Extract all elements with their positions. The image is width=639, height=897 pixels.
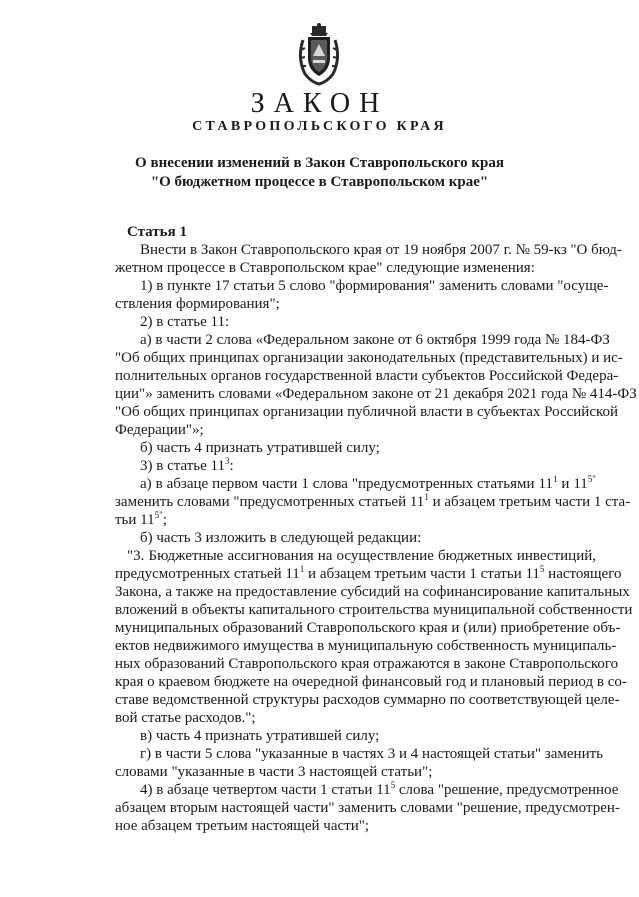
body-line: ных образований Ставропольского края отражаются в законе Ставропольского bbox=[115, 656, 619, 672]
body-line: абзацем вторым настоящей части" заменить словами "решение, предусмотрен- bbox=[115, 800, 620, 816]
body-line: предусмотренных статьей $11^1$ и абзацем третьим части 1 статьи $11^5$ настоящего bbox=[115, 564, 622, 582]
law-subtitle: СТАВРОПОЛЬСКОГО КРАЯ bbox=[192, 119, 447, 134]
body-line: 4) в абзаце четвертом части 1 статьи $11^5$ слова "решение, предусмотренное bbox=[140, 780, 619, 798]
body-line: "Об общих принципах организации законодательных (представительных) и ис- bbox=[115, 350, 623, 366]
body-line: 3) в статье $11^3$: bbox=[140, 456, 234, 474]
body-line: ектов недвижимого имущества в муниципальную собственность муниципаль- bbox=[115, 638, 617, 654]
body-line: Закона, а также на предоставление субсидий на софинансирование капитальных bbox=[115, 584, 630, 600]
stavropol-coat-of-arms-icon bbox=[295, 22, 343, 86]
document-heading-line-2: "О бюджетном процессе в Ставропольском крае" bbox=[150, 174, 489, 190]
body-line: муниципальных образований Ставропольского края и (или) приобретение объ- bbox=[115, 620, 621, 636]
body-line: ное абзацем третьим настоящей части"; bbox=[115, 818, 370, 834]
law-title: ЗАКОН bbox=[250, 88, 389, 119]
body-line: вой статье расходов."; bbox=[115, 710, 256, 726]
body-line: словами "указанные в части 3 настоящей статьи"; bbox=[115, 764, 433, 780]
body-line: ствления формирования"; bbox=[115, 296, 280, 312]
body-line: а) в части 2 слова «Федеральном законе от 6 октября 1999 года № 184-ФЗ bbox=[140, 332, 610, 348]
body-line: "Об общих принципах организации публичной власти в субъектах Российской bbox=[115, 404, 619, 420]
body-line: ставе ведомственной структуры расходов суммарно по соответствующей целе- bbox=[115, 692, 620, 708]
body-line: ции"» заменить словами «Федеральном законе от 21 декабря 2021 года № 414-ФЗ bbox=[115, 386, 637, 402]
body-line: б) часть 3 изложить в следующей редакции: bbox=[140, 530, 422, 546]
body-line: края о краевом бюджете на очередной финансовый год и плановый период в со- bbox=[115, 674, 627, 690]
document-heading-line-1: О внесении изменений в Закон Ставропольского края bbox=[135, 155, 504, 171]
body-line: 2) в статье 11: bbox=[140, 314, 230, 330]
body-line: жетном процессе в Ставропольском крае" следующие изменения: bbox=[115, 260, 535, 276]
body-line: б) часть 4 признать утратившей силу; bbox=[140, 440, 380, 456]
body-line: заменить словами "предусмотренных статьей $11^1$ и абзацем третьим части 1 ста- bbox=[115, 492, 631, 510]
body-line: "3. Бюджетные ассигнования на осуществление бюджетных инвестиций, bbox=[127, 548, 596, 564]
article-title: Статья 1 bbox=[127, 224, 187, 240]
body-line: а) в абзаце первом части 1 слова "предусмотренных статьями $11^1$ и $11^{5"}$ bbox=[140, 474, 596, 492]
body-line: в) часть 4 признать утратившей силу; bbox=[140, 728, 380, 744]
body-line: Федерации"»; bbox=[115, 422, 204, 438]
body-line: г) в части 5 слова "указанные в частях 3 и 4 настоящей статьи" заменить bbox=[140, 746, 603, 762]
body-line: полнительных органов государственной власти субъектов Российской Федера- bbox=[115, 368, 619, 384]
body-line: Внести в Закон Ставропольского края от 19 ноября 2007 г. № 59-кз "О бюд- bbox=[140, 242, 622, 258]
body-line: 1) в пункте 17 статьи 5 слово "формирования" заменить словами "осуще- bbox=[140, 278, 609, 294]
body-line: тьи $11^{5"}$; bbox=[115, 510, 167, 528]
body-line: вложений в объекты капитального строительства муниципальной собственности bbox=[115, 602, 633, 618]
